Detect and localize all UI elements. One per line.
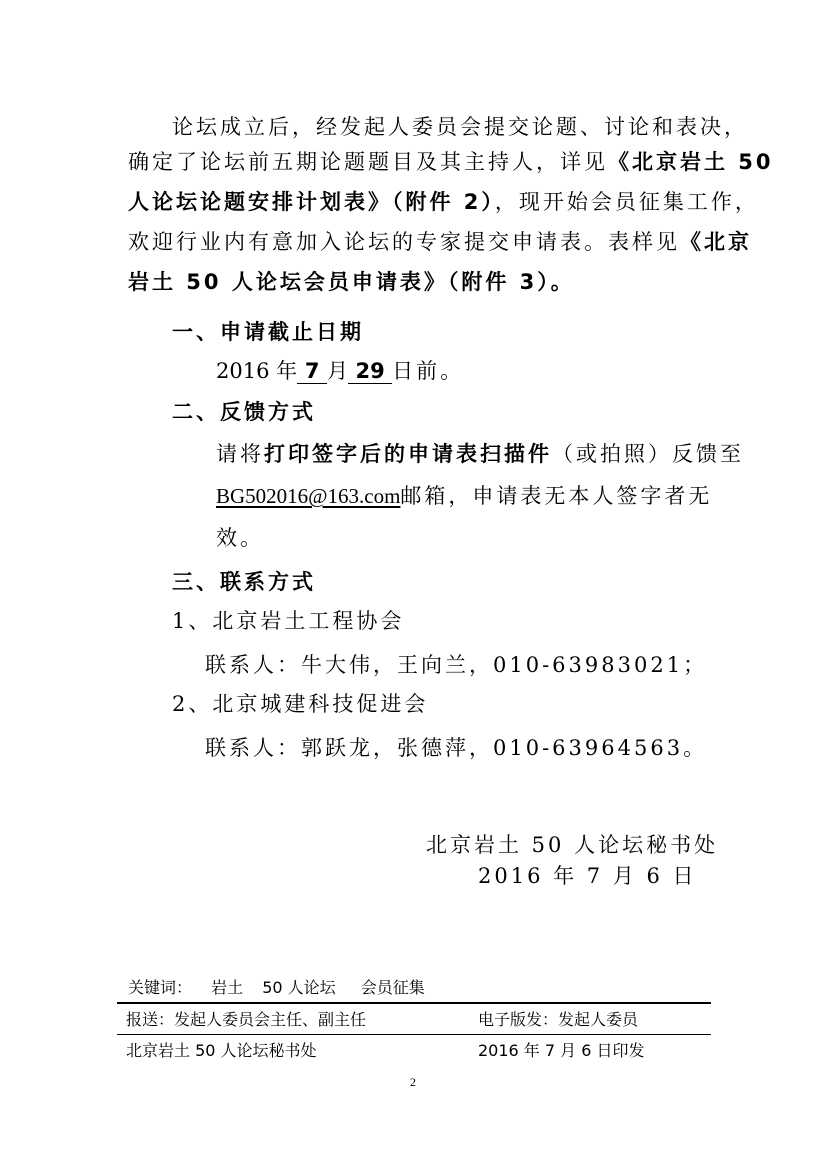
- feedback-line-1: [216, 440, 744, 468]
- contact-person-1: 联系人：牛大伟，王向兰，010-63983021；: [205, 653, 708, 677]
- intro-line-3: [128, 188, 759, 216]
- feedback-text: 邮箱，申请表无本人签字者无: [400, 484, 713, 508]
- deadline-day: 29: [348, 359, 392, 384]
- e-version-recipients: 电子版发：发起人委员: [478, 1010, 639, 1029]
- deadline-month-unit: 月: [327, 359, 349, 383]
- intro-text: 欢迎行业内有意加入论坛的专家提交申请表。表样见: [128, 230, 680, 254]
- intro-doc-ref: 《北京: [680, 230, 752, 254]
- intro-line-1: 论坛成立后，经发起人委员会提交论题、讨论和表决，: [172, 115, 748, 139]
- printer-org: 北京岩土 50 人论坛秘书处: [126, 1041, 317, 1060]
- intro-line-2: [128, 148, 774, 176]
- section3-heading: 三、联系方式: [172, 570, 316, 594]
- deadline-year: 2016 年: [216, 359, 298, 383]
- email-link[interactable]: BG502016@163.com: [216, 484, 401, 508]
- intro-line-5: 岩土 50 人论坛会员申请表》（附件 3）。: [128, 270, 575, 294]
- intro-text: ，现开始会员征集工作，: [494, 190, 759, 214]
- keywords-label: 关键词：: [128, 978, 193, 997]
- intro-text: 确定了论坛前五期论题题目及其主持人，详见: [128, 150, 608, 174]
- intro-doc-ref: 《北京岩土 50: [608, 150, 774, 174]
- page-number: 2: [410, 1075, 416, 1089]
- keyword: 岩土: [211, 978, 244, 997]
- report-to: 报送：发起人委员会主任、副主任: [126, 1010, 367, 1029]
- feedback-text: 请将: [216, 442, 264, 466]
- contact-org-2: 2、北京城建科技促进会: [172, 692, 429, 716]
- feedback-text: （或拍照）反馈至: [552, 442, 744, 466]
- contact-org-1: 1、北京岩土工程协会: [172, 609, 405, 633]
- intro-line-4: [128, 228, 752, 256]
- footer-divider: [117, 1002, 711, 1004]
- keyword: 50 人论坛: [262, 978, 336, 997]
- signature-date: 2016 年 7 月 6 日: [478, 864, 697, 888]
- signature-issuer: 北京岩土 50 人论坛秘书处: [426, 833, 719, 857]
- intro-doc-ref: 人论坛论题安排计划表》（附件 2）: [128, 190, 495, 214]
- contact-person-2: 联系人：郭跃龙，张德萍，010-63964563。: [205, 736, 708, 760]
- section2-heading: 二、反馈方式: [172, 400, 316, 424]
- deadline-month: 7: [297, 359, 327, 384]
- feedback-line-2: [216, 482, 712, 510]
- deadline-day-unit: 日前。: [392, 359, 465, 383]
- feedback-line-3: 效。: [216, 526, 264, 550]
- deadline-line: [216, 357, 464, 385]
- feedback-emphasis: 打印签字后的申请表扫描件: [264, 442, 552, 466]
- print-date: 2016 年 7 月 6 日印发: [478, 1041, 645, 1060]
- keyword: 会员征集: [360, 978, 425, 997]
- keywords-row: [128, 978, 425, 998]
- section1-heading: 一、申请截止日期: [172, 320, 364, 344]
- footer-divider: [117, 1034, 711, 1035]
